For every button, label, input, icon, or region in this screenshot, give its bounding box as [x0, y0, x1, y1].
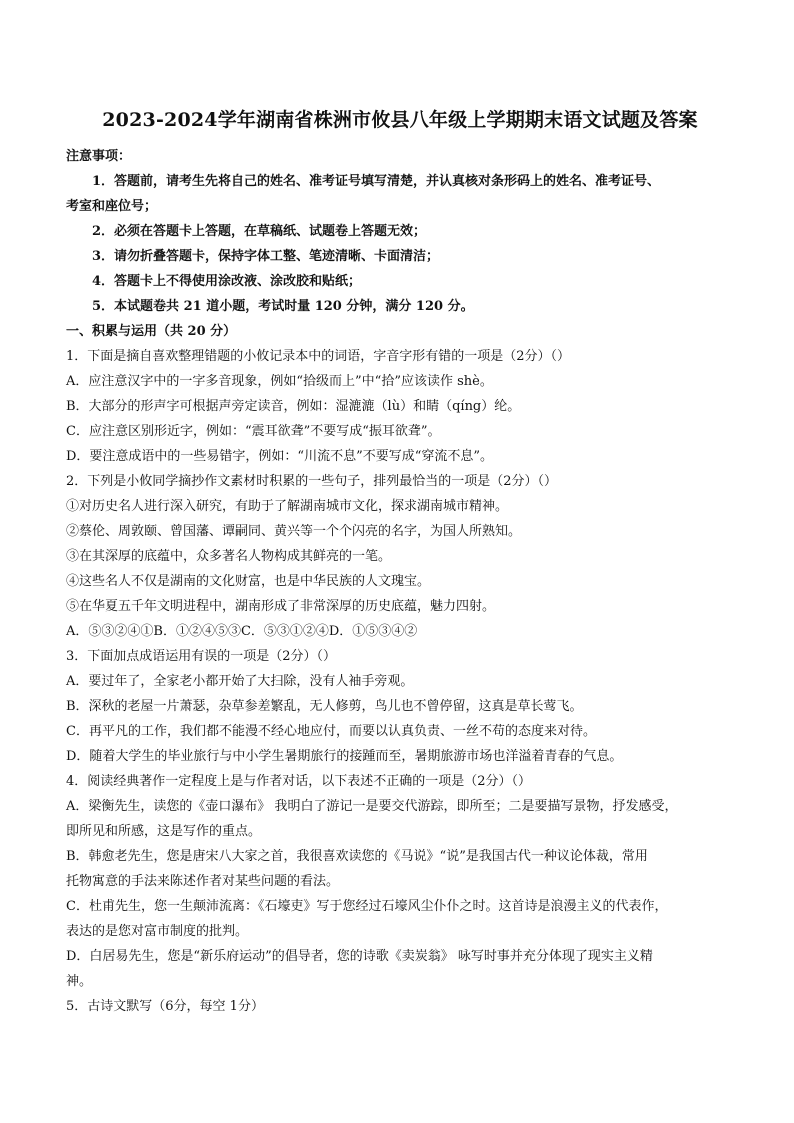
sentence-5: ⑤在华夏五千年文明进程中，湖南形成了非常深厚的历史底蕴，魅力四射。 — [66, 599, 496, 614]
notice-item-1-continued: 考室和座位号； — [66, 199, 158, 214]
notice-item-5: 5．本试题卷共 21 道小题，考试时量 120 分钟，满分 120 分。 — [92, 299, 474, 314]
option-b: B．深秋的老屋一片萧瑟，杂草参差繁乱，无人修剪，鸟儿也不曾停留，这真是草长莺飞。 — [66, 699, 583, 714]
option-a-continued: 即所见和所感，这是写作的重点。 — [66, 824, 262, 839]
option-b: B．韩愈老先生，您是唐宋八大家之首，我很喜欢读您的《马说》“说”是我国古代一种议论体裁，常用 — [66, 849, 648, 864]
option-d-continued: 神。 — [66, 974, 93, 989]
notice-heading: 注意事项： — [66, 149, 132, 164]
question-3 — [66, 644, 734, 769]
question-stem: 2．下列是小攸同学摘抄作文素材时积累的一些句子，排列最恰当的一项是（2分）（） — [66, 474, 558, 489]
sentence-1: ①对历史名人进行深入研究，有助于了解湖南城市文化，探求湖南城市精神。 — [66, 499, 509, 514]
option-c-continued: 表达的是您对富市制度的批判。 — [66, 924, 249, 939]
option-d: D．随着大学生的毕业旅行与中小学生暑期旅行的接踵而至，暑期旅游市场也洋溢着青春的气息。 — [66, 749, 623, 764]
option-b-continued: 托物寓意的手法来陈述作者对某些问题的看法。 — [66, 874, 340, 889]
question-1 — [66, 344, 734, 469]
option-c: C．杜甫先生，您一生颠沛流离：《石壕吏》写于您经过石壕风尘仆仆之时。这首诗是浪漫主义的代表作， — [66, 899, 668, 914]
option-a: A．梁衡先生，读您的《壶口瀑布》 我明白了游记一是要交代游踪，即所至；二是要描写景物，抒发感受， — [66, 799, 678, 814]
option-a: A．要过年了，全家老小都开始了大扫除，没有人袖手旁观。 — [66, 674, 414, 689]
question-2 — [66, 469, 734, 644]
option-b: B．大部分的形声字可根据声旁定读音，例如：湿漉漉（lù）和睛（qíng）纶。 — [66, 399, 521, 414]
page-title: 2023-2024学年湖南省株洲市攸县八年级上学期期末语文试题及答案 — [102, 109, 698, 131]
sentence-4: ④这些名人不仅是湖南的文化财富，也是中华民族的人文瑰宝。 — [66, 574, 431, 589]
option-d: D．要注意成语中的一些易错字，例如：“川流不息”不要写成“穿流不息”。 — [66, 449, 494, 464]
option-d: D．白居易先生，您是“新乐府运动”的倡导者，您的诗歌《卖炭翁》 咏写时事并充分体现了现实主义精 — [66, 949, 653, 964]
notice-item-2: 2．必须在答题卡上答题，在草稿纸、试题卷上答题无效； — [92, 224, 427, 239]
question-stem: 4．阅读经典著作一定程度上是与作者对话，以下表述不正确的一项是（2分）（） — [66, 774, 532, 789]
question-stem: 5．古诗文默写（6分，每空 1分） — [66, 999, 264, 1014]
option-a: A．应注意汉字中的一字多音现象，例如“拾级而上”中“拾”应该读作 shè。 — [66, 374, 493, 389]
notice-item-4: 4．答题卡上不得使用涂改液、涂改胶和贴纸； — [92, 274, 362, 289]
sentence-2: ②蔡伦、周敦颐、曾国藩、谭嗣同、黄兴等一个个闪亮的名字，为国人所熟知。 — [66, 524, 522, 539]
notice-block — [66, 144, 734, 319]
notice-item-3: 3．请勿折叠答题卡，保持字体工整、笔迹清晰、卡面清洁； — [92, 249, 440, 264]
question-4 — [66, 769, 734, 994]
question-stem: 3．下面加点成语运用有误的一项是（2分）（） — [66, 649, 337, 664]
section-heading: 一、积累与运用（共 20 分） — [66, 324, 237, 339]
option-c: C．应注意区别形近字，例如：“震耳欲聋”不要写成“振耳欲聋”。 — [66, 424, 441, 439]
option-c: C．再平凡的工作，我们都不能漫不经心地应付，而要以认真负责、一丝不苟的态度来对待。 — [66, 724, 596, 739]
answer-options: A．⑤③②④①B．①②④⑤③C．⑤③①②④D．①⑤③④② — [66, 624, 418, 639]
notice-item-1: 1．答题前，请考生先将自己的姓名、准考证号填写清楚，并认真核对条形码上的姓名、准考证号、 — [92, 174, 661, 189]
sentence-3: ③在其深厚的底蕴中，众多著名人物构成其鲜亮的一笔。 — [66, 549, 392, 564]
question-stem: 1．下面是摘自喜欢整理错题的小攸记录本中的词语，字音字形有错的一项是（2分）（） — [66, 349, 571, 364]
question-5 — [66, 994, 734, 1019]
